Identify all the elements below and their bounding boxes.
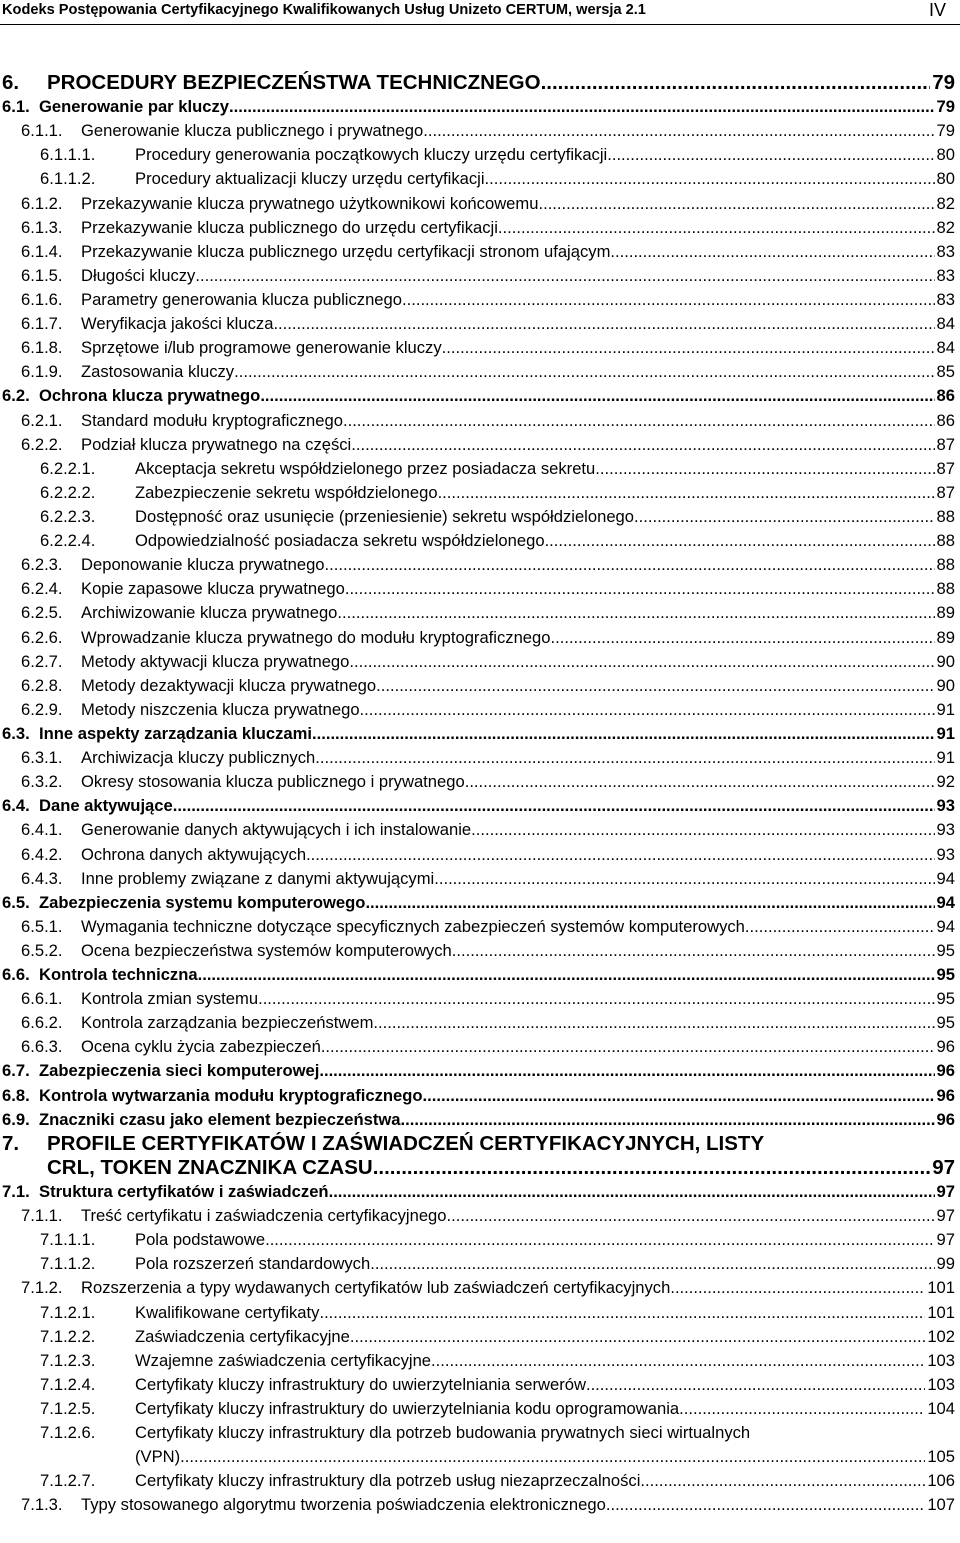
toc-entry-title: Ocena cyklu życia zabezpieczeń xyxy=(81,1037,321,1057)
toc-entry[interactable] xyxy=(0,529,955,553)
toc-entry-number: 7.1. xyxy=(2,1182,30,1202)
dot-leader xyxy=(373,1011,934,1035)
dot-leader xyxy=(640,1469,925,1493)
toc-entry-page: 91 xyxy=(936,699,955,719)
dot-leader xyxy=(173,794,935,818)
toc-entry-title: Dostępność oraz usunięcie (przeniesienie) sekretu współdzielonego xyxy=(135,506,635,526)
dot-leader xyxy=(402,288,935,312)
toc-entry-number: 7.1.1.1. xyxy=(40,1230,96,1250)
toc-entry-number: 6.1.4. xyxy=(21,241,63,261)
toc-entry-title: Wprowadzanie klucza prywatnego do modułu kryptograficznego xyxy=(81,627,551,647)
toc-entry-number: 6.5.1. xyxy=(21,916,63,936)
toc-entry-title: Typy stosowanego algorytmu tworzenia poświadczenia elektronicznego xyxy=(81,1495,606,1515)
dot-leader xyxy=(452,939,935,963)
dot-leader xyxy=(229,95,935,119)
toc-entry-page: 90 xyxy=(936,651,955,671)
toc-entry[interactable] xyxy=(0,1421,955,1445)
dot-leader xyxy=(438,481,935,505)
dot-leader xyxy=(538,192,934,216)
dot-leader xyxy=(337,601,934,625)
dot-leader xyxy=(258,987,934,1011)
toc-entry-number: 6.1.1.2. xyxy=(40,169,96,189)
toc-entry-title: Inne aspekty zarządzania kluczami xyxy=(39,723,312,743)
toc-entry-title: Ochrona klucza prywatnego xyxy=(39,386,261,406)
toc-entry-title: Rozszerzenia a typy wydawanych certyfikatów lub zaświadczeń certyfikacyjnych xyxy=(81,1278,671,1298)
toc-entry-page: 95 xyxy=(936,940,955,960)
dot-leader xyxy=(306,843,934,867)
toc-entry[interactable] xyxy=(0,288,955,312)
toc-entry-page: 83 xyxy=(936,289,955,309)
toc-entry[interactable] xyxy=(0,650,955,674)
dot-leader xyxy=(423,119,934,143)
toc-entry[interactable] xyxy=(0,1228,955,1252)
toc-entry-page: 82 xyxy=(936,217,955,237)
toc-entry-page: 97 xyxy=(936,1182,955,1202)
toc-entry-title: Generowanie klucza publicznego i prywatnego xyxy=(81,121,424,141)
toc-entry-title: Certyfikaty kluczy infrastruktury do uwierzytelniania kodu oprogramowania xyxy=(135,1399,680,1419)
toc-entry-number: 6.6.3. xyxy=(21,1037,63,1057)
dot-leader xyxy=(315,746,934,770)
dot-leader xyxy=(351,433,934,457)
toc-entry-page: 92 xyxy=(936,772,955,792)
dot-leader xyxy=(545,529,935,553)
toc-entry[interactable] xyxy=(0,1349,955,1373)
toc-entry[interactable] xyxy=(0,192,955,216)
dot-leader xyxy=(679,1397,925,1421)
toc-entry[interactable] xyxy=(0,505,955,529)
toc-entry-title: Generowanie danych aktywujących i ich instalowanie xyxy=(81,820,472,840)
toc-entry-title: Procedury aktualizacji kluczy urzędu certyfikacji xyxy=(135,169,485,189)
toc-entry-title: Certyfikaty kluczy infrastruktury do uwierzytelniania serwerów xyxy=(135,1374,586,1394)
toc-entry[interactable] xyxy=(0,312,955,336)
toc-entry[interactable] xyxy=(0,626,955,650)
toc-entry-title: Kontrola zmian systemu xyxy=(81,989,259,1009)
toc-entry-title: Sprzętowe i/lub programowe generowanie kluczy xyxy=(81,338,442,358)
toc-entry-page: 107 xyxy=(927,1495,955,1515)
toc-entry-number: 6.6. xyxy=(2,965,30,985)
table-of-contents xyxy=(0,71,955,1518)
toc-entry[interactable] xyxy=(0,939,955,963)
toc-entry-number: 6.1.6. xyxy=(21,289,63,309)
toc-entry-number: 7.1.2.4. xyxy=(40,1374,96,1394)
toc-entry-page: 87 xyxy=(936,458,955,478)
toc-entry-title: Zabezpieczenie sekretu współdzielonego xyxy=(135,482,438,502)
toc-entry-page: 96 xyxy=(936,1109,955,1129)
toc-entry[interactable] xyxy=(0,384,955,408)
dot-leader xyxy=(321,1035,935,1059)
toc-entry-page: 93 xyxy=(936,844,955,864)
dot-leader xyxy=(350,1325,925,1349)
toc-entry[interactable] xyxy=(0,915,955,939)
toc-entry-number: 6.9. xyxy=(2,1109,30,1129)
dot-leader xyxy=(471,818,934,842)
toc-entry-number: 6.2.4. xyxy=(21,579,63,599)
toc-entry-page: 96 xyxy=(936,1061,955,1081)
toc-entry-number: 6.2.2.3. xyxy=(40,506,96,526)
toc-entry-page: 88 xyxy=(936,555,955,575)
toc-entry-number: 6.3.2. xyxy=(21,772,63,792)
toc-entry-title: Przekazywanie klucza prywatnego użytkownikowi końcowemu xyxy=(81,193,539,213)
toc-entry[interactable] xyxy=(0,1011,955,1035)
toc-entry-number: 6.1.2. xyxy=(21,193,63,213)
dot-leader xyxy=(349,650,934,674)
toc-entry-number: 7.1.1.2. xyxy=(40,1254,96,1274)
toc-entry-number: 6.1.7. xyxy=(21,314,63,334)
toc-entry-number: 6.2.5. xyxy=(21,603,63,623)
toc-entry-title: Ochrona danych aktywujących xyxy=(81,844,307,864)
toc-entry-title: Podział klucza prywatnego na części xyxy=(81,434,352,454)
toc-entry-title: Standard modułu kryptograficznego xyxy=(81,410,343,430)
toc-entry-page: 86 xyxy=(936,410,955,430)
toc-entry-title: Kontrola wytwarzania modułu kryptograficznego xyxy=(39,1085,423,1105)
toc-entry-title: Zabezpieczenia systemu komputerowego xyxy=(39,892,366,912)
toc-entry-number: 6.1.5. xyxy=(21,265,63,285)
toc-entry[interactable] xyxy=(0,216,955,240)
toc-entry-page: 93 xyxy=(936,796,955,816)
dot-leader xyxy=(541,71,931,95)
toc-entry-number: 6.4.2. xyxy=(21,844,63,864)
toc-entry[interactable] xyxy=(0,71,955,95)
toc-entry-number: 6.2.3. xyxy=(21,555,63,575)
toc-entry-page: 95 xyxy=(936,989,955,1009)
toc-entry-number: 6.5.2. xyxy=(21,940,63,960)
toc-entry[interactable] xyxy=(0,264,955,288)
toc-entry-title: Generowanie par kluczy xyxy=(39,97,229,117)
dot-leader xyxy=(265,1228,934,1252)
dot-leader xyxy=(610,240,934,264)
toc-entry[interactable] xyxy=(0,1397,955,1421)
toc-entry-page: 87 xyxy=(936,482,955,502)
toc-entry-title-continuation: (VPN) xyxy=(135,1447,181,1467)
toc-entry-title: Metody dezaktywacji klucza prywatnego xyxy=(81,675,377,695)
toc-entry[interactable] xyxy=(0,794,955,818)
toc-entry-continuation xyxy=(0,1156,955,1180)
toc-entry-number: 6.3. xyxy=(2,723,30,743)
toc-entry-title: Kontrola techniczna xyxy=(39,965,198,985)
toc-entry[interactable] xyxy=(0,1493,955,1517)
toc-entry-page: 104 xyxy=(927,1399,955,1419)
toc-entry-page: 103 xyxy=(927,1374,955,1394)
toc-entry-number: 6.2. xyxy=(2,386,30,406)
toc-entry-page: 84 xyxy=(936,338,955,358)
toc-entry-page: 105 xyxy=(927,1447,955,1467)
toc-entry-number: 6.6.1. xyxy=(21,989,63,1009)
toc-entry[interactable] xyxy=(0,577,955,601)
toc-entry-page: 80 xyxy=(936,145,955,165)
toc-entry[interactable] xyxy=(0,746,955,770)
toc-entry-title: Treść certyfikatu i zaświadczenia certyfikacyjnego xyxy=(81,1206,447,1226)
toc-entry-number: 7.1.2.3. xyxy=(40,1350,96,1370)
toc-entry-number: 7.1.2.7. xyxy=(40,1471,96,1491)
toc-entry-page: 94 xyxy=(936,916,955,936)
toc-entry-title-continuation: CRL, TOKEN ZNACZNIKA CZASU xyxy=(47,1155,373,1179)
dot-leader xyxy=(180,1445,925,1469)
toc-entry-title: PROCEDURY BEZPIECZEŃSTWA TECHNICZNEGO xyxy=(47,71,541,94)
toc-entry[interactable] xyxy=(0,336,955,360)
dot-leader xyxy=(606,1493,925,1517)
dot-leader xyxy=(365,891,934,915)
toc-entry-title: Przekazywanie klucza publicznego do urzędu certyfikacji xyxy=(81,217,498,237)
toc-entry-title: Kopie zapasowe klucza prywatnego xyxy=(81,579,345,599)
toc-entry-title: Zabezpieczenia sieci komputerowej xyxy=(39,1061,320,1081)
toc-entry[interactable] xyxy=(0,1059,955,1083)
toc-entry[interactable] xyxy=(0,240,955,264)
toc-entry-page: 80 xyxy=(936,169,955,189)
toc-entry-page: 97 xyxy=(936,1206,955,1226)
toc-entry-number: 7. xyxy=(2,1131,20,1155)
toc-entry-number: 7.1.2.1. xyxy=(40,1302,96,1322)
toc-entry-number: 6.6.2. xyxy=(21,1013,63,1033)
toc-entry-title: Metody aktywacji klucza prywatnego xyxy=(81,651,350,671)
toc-entry-page: 96 xyxy=(936,1037,955,1057)
dot-leader xyxy=(343,409,935,433)
toc-entry[interactable] xyxy=(0,1035,955,1059)
toc-entry-page: 97 xyxy=(932,1155,955,1179)
toc-entry-page: 99 xyxy=(936,1254,955,1274)
toc-entry-page: 83 xyxy=(936,241,955,261)
toc-entry-number: 6.8. xyxy=(2,1085,30,1105)
toc-entry-title: Pola podstawowe xyxy=(135,1230,266,1250)
toc-entry-page: 97 xyxy=(936,1230,955,1250)
toc-entry[interactable] xyxy=(0,1108,955,1132)
toc-entry-page: 85 xyxy=(936,362,955,382)
toc-entry-page: 84 xyxy=(936,314,955,334)
toc-entry[interactable] xyxy=(0,1180,955,1204)
dot-leader xyxy=(376,674,934,698)
dot-leader xyxy=(431,1349,925,1373)
dot-leader xyxy=(551,626,935,650)
toc-entry[interactable] xyxy=(0,409,955,433)
toc-entry-number: 6.4.3. xyxy=(21,868,63,888)
dot-leader xyxy=(634,505,935,529)
dot-leader xyxy=(498,216,935,240)
toc-entry[interactable] xyxy=(0,457,955,481)
toc-entry-page: 89 xyxy=(936,603,955,623)
toc-entry[interactable] xyxy=(0,601,955,625)
toc-entry[interactable] xyxy=(0,987,955,1011)
toc-entry-page: 90 xyxy=(936,675,955,695)
dot-leader xyxy=(234,360,934,384)
toc-entry[interactable] xyxy=(0,722,955,746)
dot-leader xyxy=(195,264,934,288)
toc-entry[interactable] xyxy=(0,433,955,457)
dot-leader xyxy=(312,722,935,746)
dot-leader xyxy=(198,963,935,987)
toc-entry-page: 93 xyxy=(936,820,955,840)
toc-entry[interactable] xyxy=(0,1132,955,1156)
dot-leader xyxy=(465,770,935,794)
toc-entry[interactable] xyxy=(0,867,955,891)
toc-entry-title: Parametry generowania klucza publicznego xyxy=(81,289,402,309)
toc-entry-title: Procedury generowania początkowych kluczy urzędu certyfikacji xyxy=(135,145,608,165)
toc-entry-title: Metody niszczenia klucza prywatnego xyxy=(81,699,360,719)
toc-entry-title: Deponowanie klucza prywatnego xyxy=(81,555,325,575)
toc-entry[interactable] xyxy=(0,481,955,505)
toc-entry-title: Znaczniki czasu jako element bezpieczeństwa xyxy=(39,1109,401,1129)
toc-entry-number: 6.5. xyxy=(2,892,30,912)
toc-entry-title: Kwalifikowane certyfikaty xyxy=(135,1302,320,1322)
toc-entry-page: 95 xyxy=(936,965,955,985)
dot-leader xyxy=(485,167,935,191)
toc-entry-title: PROFILE CERTYFIKATÓW I ZAŚWIADCZEŃ CERTYFIKACYJNYCH, LISTY xyxy=(47,1131,765,1155)
dot-leader xyxy=(370,1252,934,1276)
dot-leader xyxy=(607,143,934,167)
toc-entry-number: 6.7. xyxy=(2,1061,30,1081)
toc-entry-number: 6.4.1. xyxy=(21,820,63,840)
toc-entry-title: Długości kluczy xyxy=(81,265,196,285)
toc-entry[interactable] xyxy=(0,1252,955,1276)
dot-leader xyxy=(260,384,934,408)
toc-entry-page: 83 xyxy=(936,265,955,285)
toc-entry[interactable] xyxy=(0,1373,955,1397)
dot-leader xyxy=(325,553,935,577)
dot-leader xyxy=(434,867,934,891)
toc-entry-number: 6.3.1. xyxy=(21,748,63,768)
dot-leader xyxy=(442,336,935,360)
toc-entry[interactable] xyxy=(0,698,955,722)
toc-entry[interactable] xyxy=(0,1301,955,1325)
toc-entry-title: Akceptacja sekretu współdzielonego przez posiadacza sekretu xyxy=(135,458,596,478)
toc-entry-page: 102 xyxy=(927,1326,955,1346)
dot-leader xyxy=(329,1180,935,1204)
toc-entry[interactable] xyxy=(0,891,955,915)
toc-entry-number: 6.1.8. xyxy=(21,338,63,358)
toc-entry-page: 94 xyxy=(936,892,955,912)
page-number: IV xyxy=(928,0,946,20)
toc-entry-page: 79 xyxy=(936,97,955,117)
toc-entry-title: Okresy stosowania klucza publicznego i prywatnego xyxy=(81,772,465,792)
toc-entry[interactable] xyxy=(0,818,955,842)
toc-entry[interactable] xyxy=(0,1204,955,1228)
toc-entry-title: Ocena bezpieczeństwa systemów komputerowych xyxy=(81,940,452,960)
toc-entry-page: 86 xyxy=(936,386,955,406)
dot-leader xyxy=(401,1108,935,1132)
toc-entry-page: 87 xyxy=(936,434,955,454)
toc-entry-number: 7.1.2.2. xyxy=(40,1326,96,1346)
toc-entry[interactable] xyxy=(0,770,955,794)
toc-entry-title: Zastosowania kluczy xyxy=(81,362,235,382)
toc-entry[interactable] xyxy=(0,143,955,167)
dot-leader xyxy=(745,915,935,939)
toc-entry-page: 89 xyxy=(936,627,955,647)
toc-entry[interactable] xyxy=(0,360,955,384)
dot-leader xyxy=(595,457,934,481)
document-title: Kodeks Postępowania Certyfikacyjnego Kwalifikowanych Usług Unizeto CERTUM, wersja 2.1 xyxy=(2,2,646,18)
toc-entry-title: Wymagania techniczne dotyczące specyficznych zabezpieczeń systemów komputerowych xyxy=(81,916,745,936)
toc-entry[interactable] xyxy=(0,553,955,577)
toc-entry-number: 6.2.2. xyxy=(21,434,63,454)
toc-entry-title: Odpowiedzialność posiadacza sekretu współdzielonego xyxy=(135,531,545,551)
dot-leader xyxy=(423,1084,935,1108)
toc-entry[interactable] xyxy=(0,167,955,191)
dot-leader xyxy=(586,1373,925,1397)
toc-entry-title: Zaświadczenia certyfikacyjne xyxy=(135,1326,350,1346)
toc-entry-title: Archiwizowanie klucza prywatnego xyxy=(81,603,338,623)
toc-entry-number: 7.1.2. xyxy=(21,1278,63,1298)
toc-entry-title: Certyfikaty kluczy infrastruktury dla potrzeb budowania prywatnych sieci wirtualnych xyxy=(135,1423,751,1443)
toc-entry-number: 6.2.6. xyxy=(21,627,63,647)
toc-entry-page: 96 xyxy=(936,1085,955,1105)
toc-entry-number: 6.2.1. xyxy=(21,410,63,430)
toc-entry-title: Weryfikacja jakości klucza xyxy=(81,314,274,334)
toc-entry-page: 82 xyxy=(936,193,955,213)
header-rule xyxy=(0,24,960,25)
toc-entry-title: Inne problemy związane z danymi aktywującymi xyxy=(81,868,435,888)
toc-entry-title: Wzajemne zaświadczenia certyfikacyjne xyxy=(135,1350,432,1370)
toc-entry-number: 6.1.9. xyxy=(21,362,63,382)
toc-entry-number: 6.1.1.1. xyxy=(40,145,96,165)
toc-entry-title: Archiwizacja kluczy publicznych xyxy=(81,748,316,768)
dot-leader xyxy=(273,312,934,336)
toc-entry-number: 6.4. xyxy=(2,796,30,816)
toc-entry-number: 6.2.2.1. xyxy=(40,458,96,478)
dot-leader xyxy=(345,577,935,601)
toc-entry-page: 101 xyxy=(927,1302,955,1322)
toc-entry-number: 7.1.3. xyxy=(21,1495,63,1515)
toc-entry-page: 106 xyxy=(927,1471,955,1491)
toc-entry-number: 6.2.7. xyxy=(21,651,63,671)
page-header xyxy=(0,0,960,22)
toc-entry[interactable] xyxy=(0,963,955,987)
toc-entry[interactable] xyxy=(0,1276,955,1300)
toc-entry-page: 101 xyxy=(927,1278,955,1298)
toc-entry[interactable] xyxy=(0,843,955,867)
toc-entry[interactable] xyxy=(0,1325,955,1349)
toc-entry-title: Przekazywanie klucza publicznego urzędu certyfikacji stronom ufającym xyxy=(81,241,611,261)
toc-entry[interactable] xyxy=(0,95,955,119)
toc-entry-number: 6.1. xyxy=(2,97,30,117)
toc-entry-page: 91 xyxy=(936,723,955,743)
dot-leader xyxy=(360,698,935,722)
toc-entry-title: Dane aktywujące xyxy=(39,796,173,816)
toc-entry[interactable] xyxy=(0,1084,955,1108)
dot-leader xyxy=(319,1301,925,1325)
toc-entry-page: 88 xyxy=(936,506,955,526)
toc-entry-title: Certyfikaty kluczy infrastruktury dla potrzeb usług niezaprzeczalności xyxy=(135,1471,641,1491)
toc-entry-page: 88 xyxy=(936,579,955,599)
toc-entry[interactable] xyxy=(0,1469,955,1493)
toc-entry-title: Struktura certyfikatów i zaświadczeń xyxy=(39,1182,329,1202)
toc-entry-number: 6.2.9. xyxy=(21,699,63,719)
toc-entry-number: 6.1.3. xyxy=(21,217,63,237)
toc-entry-number: 6.2.8. xyxy=(21,675,63,695)
dot-leader xyxy=(447,1204,935,1228)
toc-entry[interactable] xyxy=(0,119,955,143)
toc-entry-page: 94 xyxy=(936,868,955,888)
toc-entry-page: 91 xyxy=(936,748,955,768)
toc-entry-number: 6.2.2.4. xyxy=(40,531,96,551)
toc-entry-number: 6.1.1. xyxy=(21,121,63,141)
toc-entry-number: 6.2.2.2. xyxy=(40,482,96,502)
dot-leader xyxy=(670,1276,925,1300)
toc-entry-page: 79 xyxy=(936,121,955,141)
toc-entry[interactable] xyxy=(0,674,955,698)
toc-entry-number: 7.1.2.6. xyxy=(40,1423,96,1443)
toc-entry-number: 7.1.2.5. xyxy=(40,1399,96,1419)
toc-entry-page: 103 xyxy=(927,1350,955,1370)
toc-entry-title: Kontrola zarządzania bezpieczeństwem xyxy=(81,1013,374,1033)
toc-entry-page: 79 xyxy=(932,71,955,94)
toc-entry-continuation xyxy=(0,1445,955,1469)
toc-entry-title: Pola rozszerzeń standardowych xyxy=(135,1254,371,1274)
toc-entry-number: 7.1.1. xyxy=(21,1206,63,1226)
dot-leader xyxy=(319,1059,934,1083)
toc-entry-page: 95 xyxy=(936,1013,955,1033)
toc-entry-number: 6. xyxy=(2,71,20,94)
dot-leader xyxy=(373,1156,930,1180)
toc-entry-page: 88 xyxy=(936,531,955,551)
